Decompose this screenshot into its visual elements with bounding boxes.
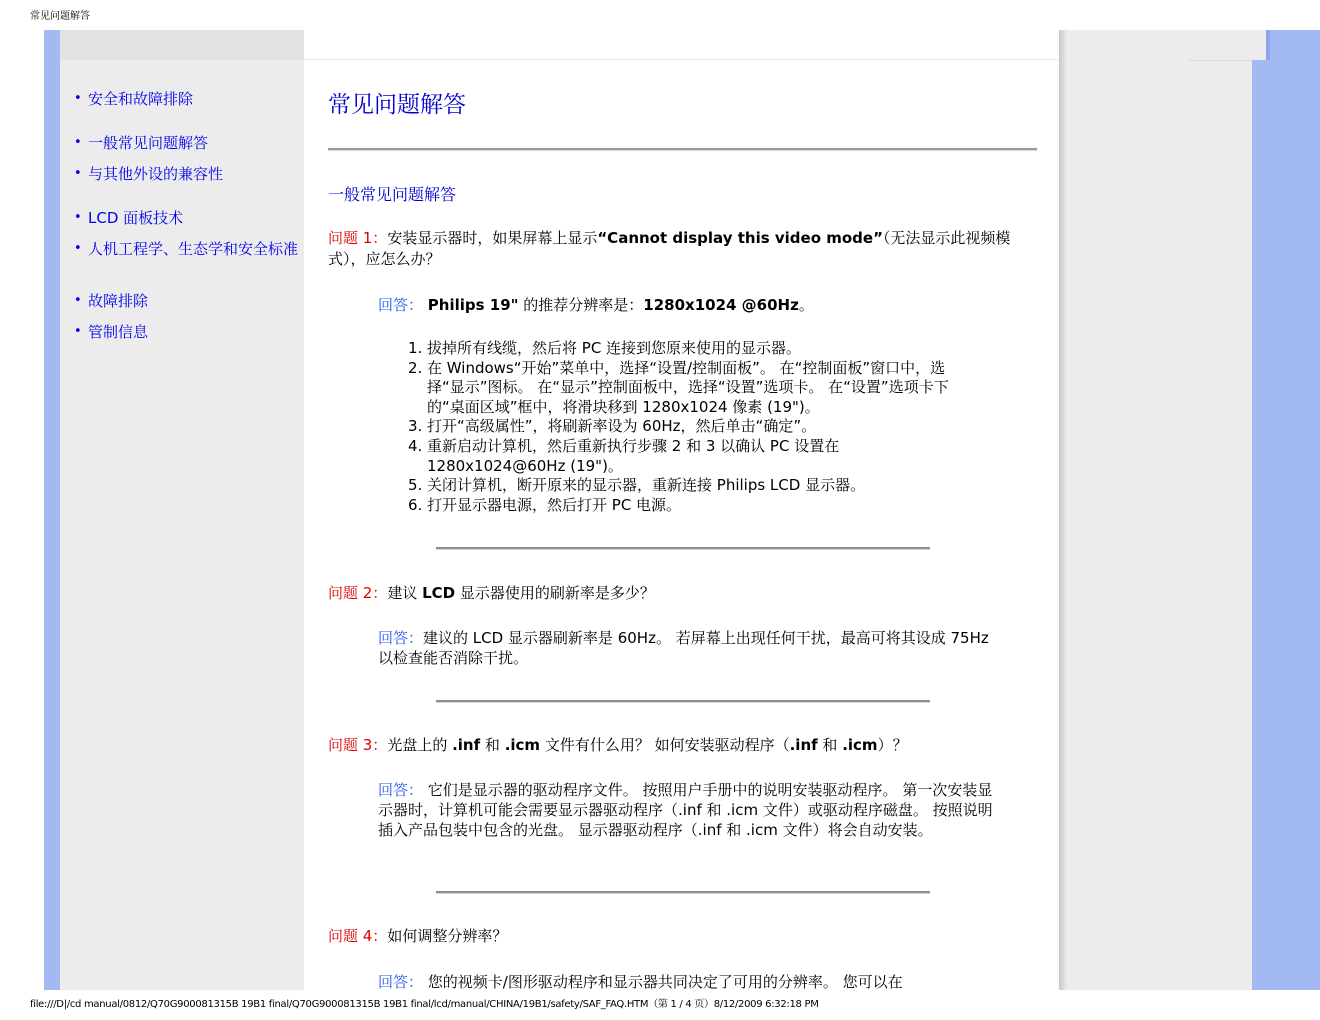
- sidebar-item-troubleshooting[interactable]: [74, 290, 299, 312]
- content-shadow: [1059, 30, 1067, 990]
- print-footer: file:///D|/cd manual/0812/Q70G900081315B 19B1 final/Q70G900081315B 19B1 final/lcd/manual/CHINA/19B1/safety/SAF_FAQ.HTM（第 1 / 4 页）8/12/2009 6:32:18 PM: [30, 999, 819, 1010]
- right-gray-panel: [1067, 30, 1252, 990]
- sidebar-item-compatibility[interactable]: [74, 163, 299, 185]
- bullet-icon: •: [74, 324, 82, 339]
- list-item: 2. 在 Windows“开始”菜单中，选择“设置/控制面板”。 在“控制面板”窗口中，选择“显示”图标。 在“显示”控制面板中，选择“设置”选项卡。 在“设置”选项卡下的“桌面区域”框中，将滑块移到 1280x1024 像素 (19")。: [408, 358, 949, 416]
- sidebar-item-label[interactable]: 与其他外设的兼容性: [88, 165, 224, 183]
- answer-label: 回答：: [378, 973, 424, 991]
- list-item: 1. 拔掉所有线缆，然后将 PC 连接到您原来使用的显示器。: [408, 339, 802, 357]
- question-2: [328, 583, 1028, 604]
- bullet-icon: •: [74, 293, 82, 308]
- print-header: 常见问题解答: [30, 11, 90, 22]
- page-title: 常见问题解答: [328, 92, 466, 118]
- question-emphasis: LCD: [422, 584, 456, 602]
- question-label: 问题 2：: [328, 584, 388, 602]
- answer-label: 回答：: [378, 781, 424, 799]
- title-divider: [328, 148, 1037, 151]
- answer-2: [378, 628, 993, 668]
- answer-label: 回答：: [378, 296, 424, 314]
- bullet-icon: •: [74, 241, 82, 256]
- question-text: 安装显示器时，如果屏幕上显示: [387, 229, 598, 247]
- main-top-divider: [304, 59, 1059, 60]
- answer-text: 您的视频卡/图形驱动程序和显示器共同决定了可用的分辨率。 您可以在: [423, 973, 903, 991]
- answer-label: 回答：: [378, 629, 424, 647]
- bullet-icon: •: [74, 166, 82, 181]
- left-blue-stripe: [44, 30, 60, 990]
- sidebar: [60, 30, 304, 990]
- right-blue-stripe-top: [1270, 30, 1320, 60]
- sidebar-top-bar: [60, 30, 304, 60]
- separator: [436, 547, 930, 550]
- question-text: （无法显示此视频模式），应怎么办？: [328, 229, 1011, 268]
- sidebar-item-ergonomics[interactable]: [74, 238, 299, 260]
- answer-text: 它们是显示器的驱动程序文件。 按照用户手册中的说明安装驱动程序。 第一次安装显示器时，计算机可能会需要显示器驱动程序（.inf 和 .icm 文件）或驱动程序磁盘。 按照说明插入产品包装中包含的光盘。 显示器驱动程序（.inf 和 .icm 文件）将会自动安装。: [378, 781, 993, 839]
- sidebar-item-label[interactable]: 一般常见问题解答: [88, 134, 209, 152]
- bullet-icon: •: [74, 91, 82, 106]
- sidebar-item-safety[interactable]: [74, 88, 299, 110]
- list-item: 6. 打开显示器电源，然后打开 PC 电源。: [408, 495, 682, 514]
- question-text: 如何调整分辨率？: [387, 927, 508, 945]
- sidebar-item-label[interactable]: 故障排除: [88, 292, 149, 310]
- list-item: 5. 关闭计算机，断开原来的显示器，重新连接 Philips LCD 显示器。: [408, 476, 866, 495]
- answer-emphasis: Philips 19": [427, 296, 519, 314]
- answer-1: [378, 295, 993, 315]
- answer-text: 建议的 LCD 显示器刷新率是 60Hz。 若屏幕上出现任何干扰，最高可将其设成 75Hz 以检查能否消除干扰。: [378, 629, 989, 667]
- sidebar-item-regulatory[interactable]: [74, 321, 299, 343]
- question-3: 问题 3：光盘上的 .inf 和 .icm 文件有什么用？ 如何安装驱动程序（.inf 和 .icm）？: [328, 736, 908, 754]
- separator: [436, 891, 930, 894]
- answer-text: 的推荐分辨率是：: [518, 296, 644, 314]
- question-4: [328, 926, 1028, 947]
- question-1: [328, 228, 1028, 270]
- list-item: 3. 打开“高级属性”，将刷新率设为 60Hz，然后单击“确定”。: [408, 417, 817, 436]
- right-top-tab: [1188, 30, 1266, 61]
- sidebar-item-label[interactable]: 人机工程学、生态学和安全标准: [88, 240, 299, 258]
- bullet-icon: •: [74, 135, 82, 150]
- sidebar-item-label[interactable]: LCD 面板技术: [88, 209, 184, 227]
- steps-list: [408, 339, 968, 515]
- sidebar-item-label[interactable]: 管制信息: [88, 323, 149, 341]
- question-label: 问题 3：: [328, 736, 388, 754]
- question-label: 问题 1：: [328, 229, 388, 247]
- answer-4: [378, 972, 993, 992]
- question-text: 建议: [387, 584, 423, 602]
- sidebar-item-general-faq[interactable]: [74, 132, 299, 154]
- answer-emphasis: 1280x1024 @60Hz: [643, 296, 799, 314]
- sidebar-item-label[interactable]: 安全和故障排除: [88, 90, 194, 108]
- sidebar-item-lcd-tech[interactable]: [74, 207, 299, 229]
- question-text: 显示器使用的刷新率是多少？: [455, 584, 655, 602]
- answer-text: 。: [798, 296, 814, 314]
- question-emphasis: “Cannot display this video mode”: [597, 229, 883, 247]
- section-title: 一般常见问题解答: [328, 185, 457, 204]
- question-label: 问题 4：: [328, 927, 388, 945]
- answer-3: [378, 780, 993, 840]
- right-blue-stripe: [1252, 60, 1320, 990]
- list-item: 4. 重新启动计算机，然后重新执行步骤 2 和 3 以确认 PC 设置在 1280x1024@60Hz (19")。: [408, 436, 840, 475]
- bullet-icon: •: [74, 210, 82, 225]
- separator: [436, 700, 930, 703]
